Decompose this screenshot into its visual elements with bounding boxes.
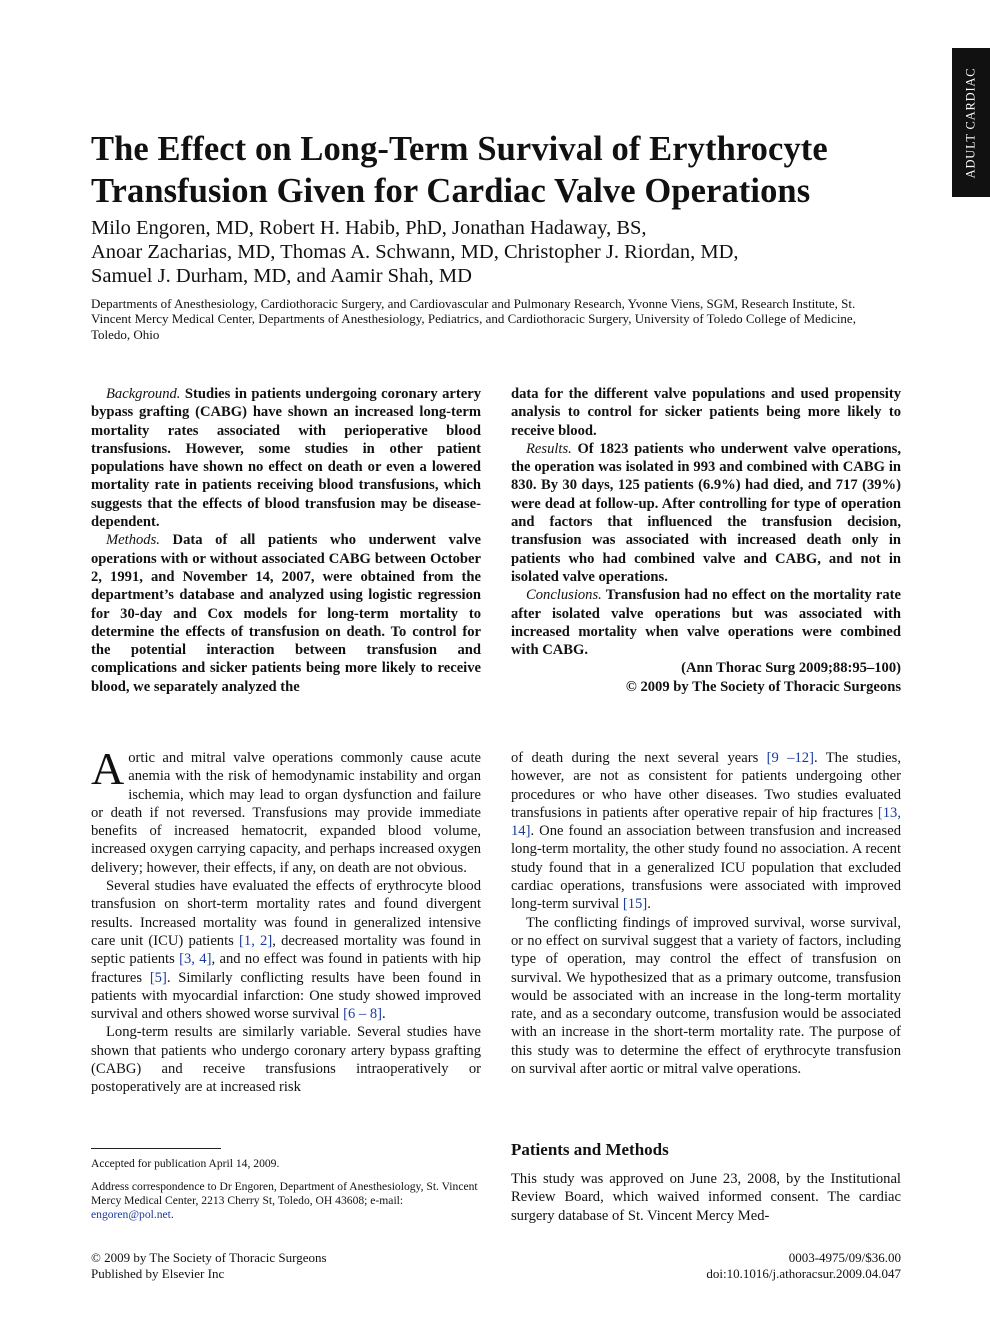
intro-paragraph-3: Long-term results are similarly variable. Several studies have shown that patients who undergo coronary artery bypass grafting (CABG) and receive transfusions intraoperatively or postoperatively are at increased risk <box>91 1024 481 1096</box>
results-label: Results. <box>526 440 572 457</box>
section-tab-label: ADULT CARDIAC <box>963 67 978 178</box>
article-title <box>91 128 911 212</box>
background-label: Background. <box>106 386 181 402</box>
methods-text-b: data for the different valve populations and used propensity analysis to control for sicker patients being more likely to receive blood. <box>511 386 901 439</box>
methods-column <box>511 1170 901 1225</box>
reference-link[interactable]: [6 – 8] <box>343 1006 383 1023</box>
results-text: Of 1823 patients who underwent valve operations, the operation was isolated in 993 and combined with CABG in 830. By 30 days, 125 patients (6.9%) had died, and 717 (39%) were dead at follow-up. After controlling for type of operation and factors that influenced the transfusion decision, transfusion was associated with increased death only in patients who had combined valve and CABG, and not in isolated valve operations. <box>511 440 901 585</box>
title-line-2: Transfusion Given for Cardiac Valve Operations <box>91 172 811 210</box>
authors-line-3: Samuel J. Durham, MD, and Aamir Shah, MD <box>91 265 472 287</box>
intro-paragraph-2: Several studies have evaluated the effects of erythrocyte blood transfusion on short-term mortality rates and found divergent results. Increased mortality was found in generalized intensive care unit (ICU) patients [1, 2], decreased mortality was found in septic patients [3, 4], and no effect was found in patients with hip fractures [5]. Similarly conflicting results have been found in patients with myocardial infarction: One study showed improved survival and others showed worse survival [6 – 8]. <box>91 878 481 1023</box>
article-identifiers <box>600 1250 901 1281</box>
methods-label: Methods. <box>106 532 160 549</box>
affiliations: Departments of Anesthesiology, Cardiothoracic Surgery, and Cardiovascular and Pulmonary Research, Yvonne Viens, SGM, Research Institute, St. Vincent Mercy Medical Center, Departments of Anesthesiology, Pediatrics, and Cardiothoracic Surgery, University of Toledo College of Medicine, Toledo, Ohio <box>91 296 856 342</box>
publisher-info <box>91 1250 327 1281</box>
body-left-column <box>91 743 481 1097</box>
authors-line-1: Milo Engoren, MD, Robert H. Habib, PhD, Jonathan Hadaway, BS, <box>91 217 647 239</box>
intro-paragraph-5: The conflicting findings of improved survival, worse survival, or no effect on survival suggest that a variety of factors, including type of operation, may control the effect of transfusion on survival. We hypothesized that as a primary outcome, transfusion would be associated with an increase in the long-term mortality rate, and as a secondary outcome, transfusion would be associated with an increase in the short-term mortality rate. The purpose of this study was to determine the effect of erythrocyte transfusion on survival after aortic or mitral valve operations. <box>511 914 901 1078</box>
footnote-address: Address correspondence to Dr Engoren, Department of Anesthesiology, St. Vincent Mercy Medical Center, 2213 Cherry St, Toledo, OH 43608; e-mail: engoren@pol.net. <box>91 1180 478 1221</box>
abstract-left-column <box>91 385 481 696</box>
reference-link[interactable]: [1, 2] <box>239 932 273 949</box>
abstract-right-column <box>511 385 901 696</box>
title-line-1: The Effect on Long-Term Survival of Erythrocyte <box>91 130 828 168</box>
doi: doi:10.1016/j.athoracsur.2009.04.047 <box>706 1265 901 1281</box>
reference-link[interactable]: [15] <box>622 896 648 913</box>
body-right-column <box>511 749 901 1078</box>
footnote-divider <box>91 1148 221 1149</box>
authors-line-2: Anoar Zacharias, MD, Thomas A. Schwann, MD, Christopher J. Riordan, MD, <box>91 241 739 263</box>
conclusions-text: Transfusion had no effect on the mortality rate after isolated valve operations but was associated with increased mortality when valve operations were combined with CABG. <box>511 587 901 659</box>
email-link[interactable]: engoren@pol.net <box>91 1208 171 1221</box>
abstract-conclusions <box>511 586 901 659</box>
methods-paragraph-1: This study was approved on June 23, 2008, by the Institutional Review Board, which waived informed consent. The cardiac surgery database of St. Vincent Mercy Med- <box>511 1171 901 1224</box>
intro-paragraph-4: of death during the next several years [9 –12]. The studies, however, are not as consistent for patients undergoing other procedures or who have other diseases. Two studies evaluated transfusions in patients after operative repair of hip fractures [13, 14]. One found an association between transfusion and increased long-term mortality, the other study found no association. A recent study found that in a generalized ICU population that excluded cardiac operations, transfusions were associated with improved long-term survival [15]. <box>511 750 901 913</box>
reference-link[interactable]: [3, 4] <box>179 951 212 968</box>
reference-link[interactable]: [9 –12] <box>766 750 814 766</box>
footnote-accepted: Accepted for publication April 14, 2009. <box>91 1157 280 1170</box>
methods-text-a: Data of all patients who underwent valve operations with or without associated CABG between October 2, 1991, and November 14, 2007, were obtained from the department’s database and analyzed using logistic regression for 30-day and Cox models for long-term mortality to determine the effects of transfusion on death. To control for the potential interaction between transfusion and complications and sicker patients being more likely to receive blood, we separately analyzed the <box>91 532 481 695</box>
abstract-results <box>511 440 901 586</box>
abstract-methods <box>91 531 481 696</box>
background-text: Studies in patients undergoing coronary artery bypass grafting (CABG) have shown an increased long-term mortality rates associated with perioperative blood transfusions. However, some studies in other patient populations have shown no effect on death or even a lowered mortality rate in patients receiving blood transfusions, which suggests that the effects of blood transfusion may be disease-dependent. <box>91 386 481 531</box>
drop-cap: A <box>91 743 125 794</box>
issn-price: 0003-4975/09/$36.00 <box>788 1250 901 1265</box>
section-tab <box>952 48 990 197</box>
author-list <box>91 216 891 288</box>
publisher-copyright: © 2009 by The Society of Thoracic Surgeons <box>91 1250 327 1265</box>
section-heading: Patients and Methods <box>511 1140 669 1159</box>
abstract-background <box>91 385 481 531</box>
publisher-name: Published by Elsevier Inc <box>91 1265 225 1281</box>
intro-paragraph-1: Aortic and mitral valve operations commonly cause acute anemia with the risk of hemodynamic instability and organ ischemia, which may lead to organ dysfunction and failure or death if not reversed. Transfusions may provide immediate benefits of increased hematocrit, expanded blood volume, increased oxygen carrying capacity, and perhaps increased oxygen delivery; however, their effects, if any, on death are not obvious. <box>91 743 481 876</box>
conclusions-label: Conclusions. <box>526 587 602 604</box>
reference-link[interactable]: [13, 14] <box>511 804 901 840</box>
reference-link[interactable]: [5] <box>149 969 167 986</box>
journal-citation: (Ann Thorac Surg 2009;88:95–100) <box>681 660 901 677</box>
abstract-copyright: © 2009 by The Society of Thoracic Surgeons <box>625 678 901 695</box>
